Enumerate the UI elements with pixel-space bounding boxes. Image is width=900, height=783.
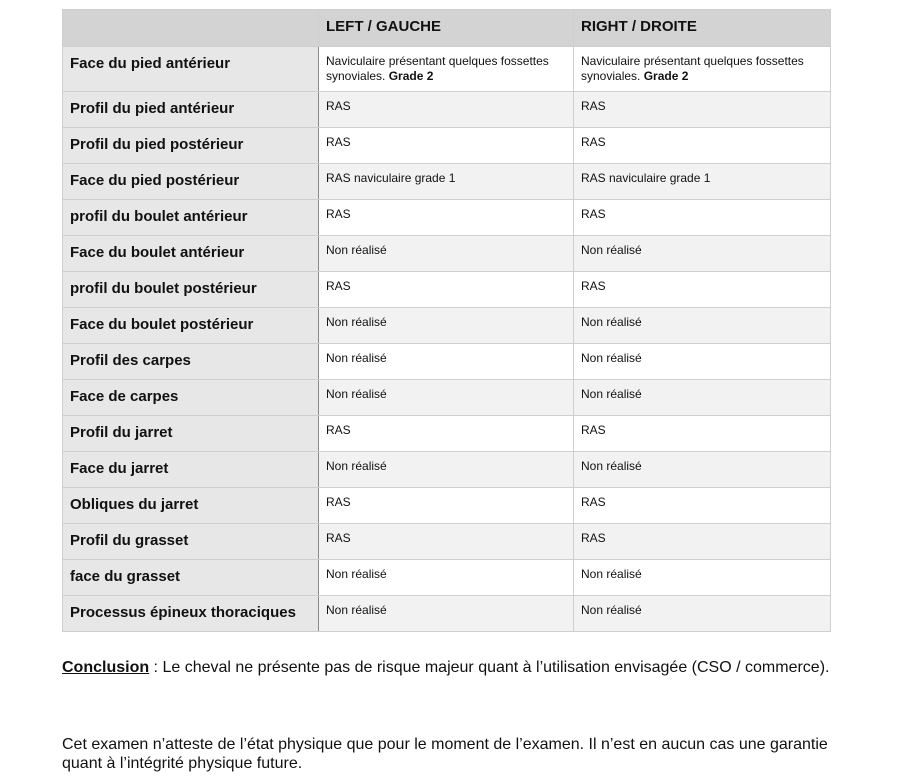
- row-label: profil du boulet postérieur: [63, 272, 319, 308]
- table-row: [63, 128, 831, 164]
- row-label: Face du pied antérieur: [63, 47, 319, 92]
- right-finding: Non réalisé: [574, 308, 831, 344]
- left-finding: Non réalisé: [319, 380, 574, 416]
- table-row: [63, 236, 831, 272]
- right-finding: RAS: [574, 92, 831, 128]
- right-finding: RAS naviculaire grade 1: [574, 164, 831, 200]
- row-label: profil du boulet antérieur: [63, 200, 319, 236]
- row-label: Profil des carpes: [63, 344, 319, 380]
- right-finding: RAS: [574, 128, 831, 164]
- left-finding: Non réalisé: [319, 344, 574, 380]
- left-finding: RAS: [319, 272, 574, 308]
- left-finding: RAS: [319, 128, 574, 164]
- right-finding: [574, 47, 831, 92]
- right-finding: RAS: [574, 272, 831, 308]
- row-label: Obliques du jarret: [63, 488, 319, 524]
- left-finding: Non réalisé: [319, 308, 574, 344]
- table-row: [63, 380, 831, 416]
- right-finding: Non réalisé: [574, 560, 831, 596]
- header-view-column: [63, 10, 319, 47]
- right-finding: RAS: [574, 488, 831, 524]
- row-label: Face du boulet antérieur: [63, 236, 319, 272]
- table-row: [63, 47, 831, 92]
- right-finding: Non réalisé: [574, 380, 831, 416]
- row-label: Profil du jarret: [63, 416, 319, 452]
- right-finding: Non réalisé: [574, 236, 831, 272]
- table-row: [63, 92, 831, 128]
- right-finding: Non réalisé: [574, 452, 831, 488]
- row-label: Face du jarret: [63, 452, 319, 488]
- row-label: Face du pied postérieur: [63, 164, 319, 200]
- table-row: [63, 344, 831, 380]
- table-row: [63, 200, 831, 236]
- table-row: [63, 272, 831, 308]
- conclusion-label: Conclusion: [62, 659, 150, 676]
- finding-text: Naviculaire présentant quelques fossettes synoviales.: [581, 54, 804, 83]
- left-finding: RAS: [319, 200, 574, 236]
- finding-text: Naviculaire présentant quelques fossettes synoviales.: [326, 54, 549, 83]
- table-header-row: [63, 10, 831, 47]
- row-label: Profil du grasset: [63, 524, 319, 560]
- table-row: [63, 452, 831, 488]
- radiography-results-table: [62, 9, 831, 632]
- table-row: [63, 596, 831, 632]
- left-finding: Non réalisé: [319, 560, 574, 596]
- grade-label: Grade 2: [388, 69, 434, 83]
- row-label: Face de carpes: [63, 380, 319, 416]
- row-label: face du grasset: [63, 560, 319, 596]
- table-row: [63, 164, 831, 200]
- left-finding: RAS: [319, 488, 574, 524]
- header-left-column: LEFT / GAUCHE: [319, 10, 574, 47]
- left-finding: Non réalisé: [319, 596, 574, 632]
- left-finding: RAS: [319, 524, 574, 560]
- disclaimer-paragraph: Cet examen n’atteste de l’état physique que pour le moment de l’examen. Il n’est en aucun cas une garantie quant à l’intégrité physique future.: [62, 736, 828, 772]
- right-finding: Non réalisé: [574, 344, 831, 380]
- row-label: Profil du pied postérieur: [63, 128, 319, 164]
- table-row: [63, 416, 831, 452]
- right-finding: RAS: [574, 524, 831, 560]
- left-finding: RAS: [319, 416, 574, 452]
- conclusion-text: : Le cheval ne présente pas de risque majeur quant à l’utilisation envisagée (CSO / commerce).: [149, 659, 830, 676]
- row-label: Profil du pied antérieur: [63, 92, 319, 128]
- header-right-column: RIGHT / DROITE: [574, 10, 831, 47]
- row-label: Face du boulet postérieur: [63, 308, 319, 344]
- left-finding: RAS naviculaire grade 1: [319, 164, 574, 200]
- left-finding: Non réalisé: [319, 236, 574, 272]
- grade-label: Grade 2: [643, 69, 689, 83]
- left-finding: [319, 47, 574, 92]
- right-finding: RAS: [574, 416, 831, 452]
- left-finding: Non réalisé: [319, 452, 574, 488]
- table-row: [63, 308, 831, 344]
- right-finding: RAS: [574, 200, 831, 236]
- table-row: [63, 488, 831, 524]
- table-row: [63, 524, 831, 560]
- right-finding: Non réalisé: [574, 596, 831, 632]
- conclusion-paragraph: [62, 658, 832, 677]
- row-label: Processus épineux thoraciques: [63, 596, 319, 632]
- left-finding: RAS: [319, 92, 574, 128]
- table-row: [63, 560, 831, 596]
